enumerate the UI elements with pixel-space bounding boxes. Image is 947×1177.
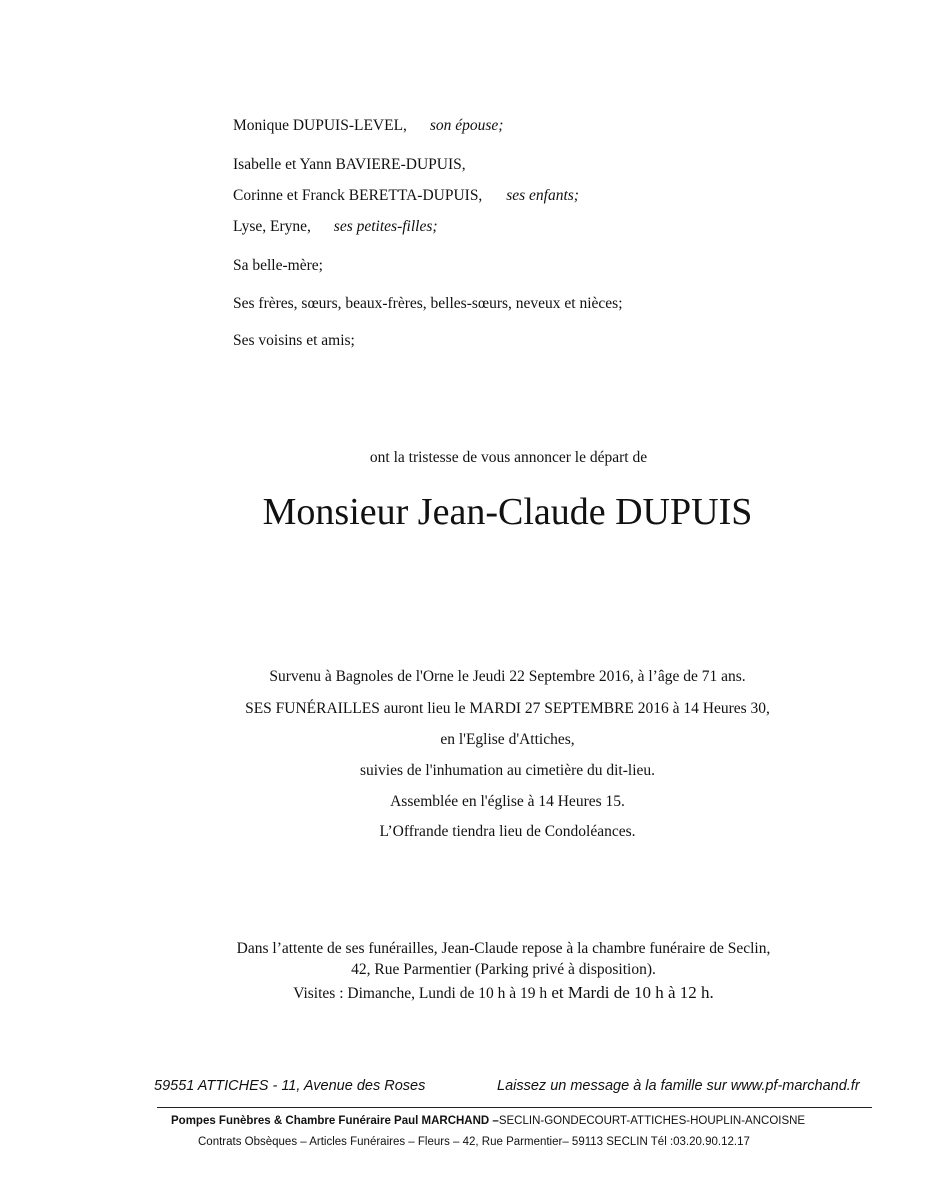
visitation-line-1: Dans l’attente de ses funérailles, Jean-Claude repose à la chambre funéraire de Seclin, [236, 940, 771, 957]
footer-company [171, 1115, 805, 1127]
details-line-3: en l'Eglise d'Attiches, [440, 731, 575, 748]
details-line-1: Survenu à Bagnoles de l'Orne le Jeudi 22 Septembre 2016, à l’âge de 71 ans. [269, 668, 746, 685]
details-line-4: suivies de l'inhumation au cimetière du dit-lieu. [359, 762, 656, 779]
grandchildren-role: ses petites-filles; [333, 218, 438, 235]
deceased-name: Monsieur Jean-Claude DUPUIS [262, 491, 753, 533]
family-siblings: Ses frères, sœurs, beaux-frères, belles-sœurs, neveux et nièces; [233, 295, 623, 312]
visitation-line-3 [30, 983, 947, 1003]
family-grandchildren-line [233, 218, 438, 236]
family-child2-line [233, 187, 579, 205]
footer-company-name: Pompes Funèbres & Chambre Funéraire Paul MARCHAND – [171, 1115, 499, 1127]
footer-message: Laissez un message à la famille sur www.pf-marchand.fr [497, 1078, 860, 1094]
visitation-hours-a: Visites : Dimanche, Lundi de 10 h à 19 h [293, 985, 548, 1002]
family-spouse-line [233, 117, 503, 135]
footer-address: 59551 ATTICHES - 11, Avenue des Roses [154, 1078, 426, 1094]
footer-company-towns: SECLIN-GONDECOURT-ATTICHES-HOUPLIN-ANCOISNE [498, 1115, 806, 1127]
announcement-intro: ont la tristesse de vous annoncer le départ de [369, 449, 648, 466]
details-line-2: SES FUNÉRAILLES auront lieu le MARDI 27 SEPTEMBRE 2016 à 14 Heures 30, [245, 700, 770, 717]
spouse-name: Monique DUPUIS-LEVEL, [233, 117, 407, 134]
spouse-role: son épouse; [429, 117, 504, 134]
visitation-hours-b: et Mardi de 10 h à 12 h. [547, 983, 714, 1002]
details-line-5: Assemblée en l'église à 14 Heures 15. [390, 793, 625, 810]
grandchildren-names: Lyse, Eryne, [233, 218, 311, 235]
footer-divider [157, 1107, 872, 1108]
details-line-6: L’Offrande tiendra lieu de Condoléances. [379, 823, 636, 840]
family-child1-line: Isabelle et Yann BAVIERE-DUPUIS, [233, 156, 466, 173]
children-role: ses enfants; [506, 187, 579, 204]
child2-name: Corinne et Franck BERETTA-DUPUIS, [233, 187, 483, 204]
family-friends: Ses voisins et amis; [233, 332, 355, 349]
visitation-line-2: 42, Rue Parmentier (Parking privé à disposition). [351, 961, 656, 978]
family-mother-in-law: Sa belle-mère; [233, 257, 323, 274]
footer-services: Contrats Obsèques – Articles Funéraires – Fleurs – 42, Rue Parmentier– 59113 SECLIN Tél :03.20.90.12.17 [198, 1136, 750, 1148]
